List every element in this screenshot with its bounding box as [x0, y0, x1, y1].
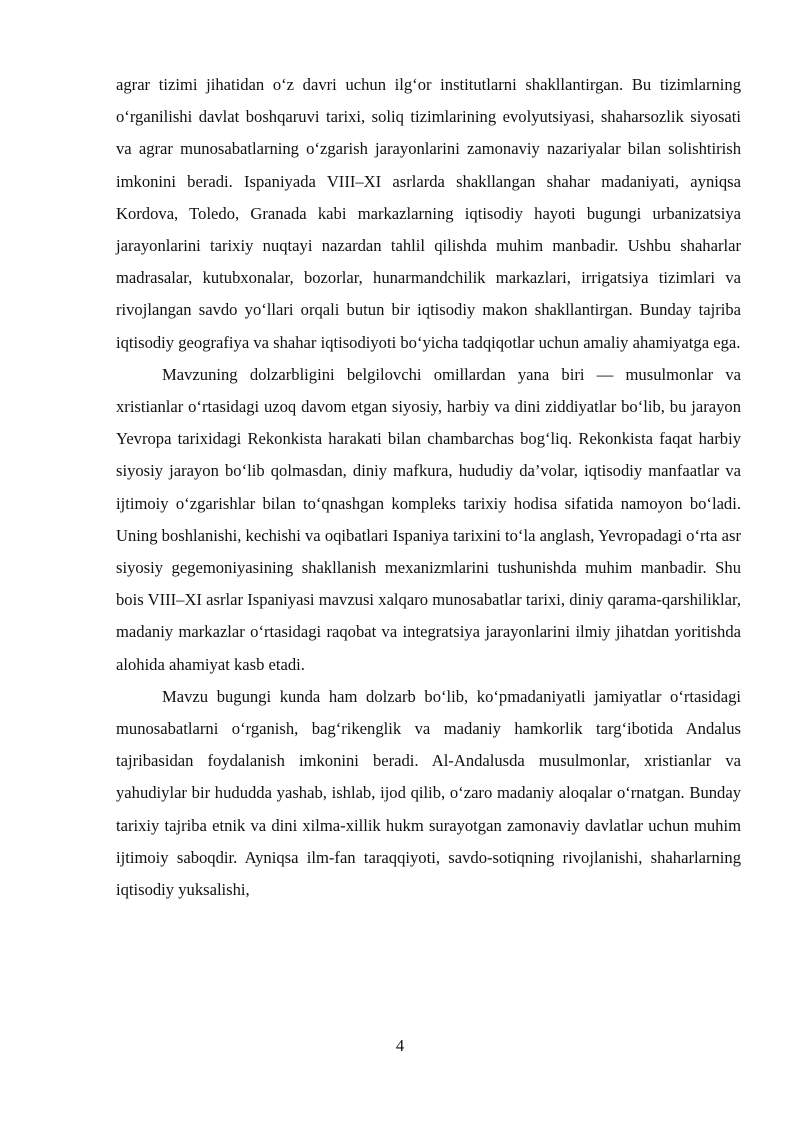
page-body	[116, 69, 741, 906]
page-number: 4	[395, 1036, 405, 1055]
paragraph-relevance: Mavzu bugungi kunda ham dolzarb bo‘lib, ko‘pmadaniyatli jamiyatlar o‘rtasidagi munosabatlarni o‘rganish, bag‘rikenglik va madaniy hamkorlik targ‘ibotida Andalus tajribasidan foydalanish imkonini beradi. Al-Andalusda musulmonlar, xristianlar va yahudiylar bir hududda yashab, ishlab, ijod qilib, o‘zaro madaniy aloqalar o‘rnatgan. Bunday tarixiy tajriba etnik va dini xilma-xillik hukm surayotgan zamonaviy davlatlar uchun muhim ijtimoiy saboqdir. Ayniqsa ilm-fan taraqqiyoti, savdo-sotiqning rivojlanishi, shaharlarning iqtisodiy yuksalishi,	[116, 686, 741, 900]
paragraph-continuation: agrar tizimi jihatidan o‘z davri uchun ilg‘or institutlarni shakllantirgan. Bu tizimlarning o‘rganilishi davlat boshqaruvi tarixi, soliq tizimlarining evolyutsiyasi, shaharsozlik siyosati va agrar munosabatlarning o‘zgarish jarayonlarini zamonaviy nazariyalar bilan solishtirish imkonini beradi. Ispaniyada VIII–XI asrlarda shakllangan shahar madaniyati, ayniqsa Kordova, Toledo, Granada kabi markazlarning iqtisodiy hayoti bugungi urbanizatsiya jarayonlarini tarixiy nuqtayi nazardan tahlil qilishda muhim manbadir. Ushbu shaharlar madrasalar, kutubxonalar, bozorlar, hunarmandchilik markazlari, irrigatsiya tizimlari va rivojlangan savdo yo‘llari orqali butun bir iqtisodiy makon shakllantirgan. Bunday tajriba iqtisodiy geografiya va shahar iqtisodiyoti bo‘yicha tadqiqotlar uchun amaliy ahamiyatga ega.	[116, 75, 741, 352]
paragraph-rekonkista: Mavzuning dolzarbligini belgilovchi omillardan yana biri — musulmonlar va xristianlar o‘rtasidagi uzoq davom etgan siyosiy, harbiy va dini ziddiyatlar bo‘lib, bu jarayon Yevropa tarixidagi Rekonkista harakati bilan chambarchas bog‘liq. Rekonkista faqat harbiy siyosiy jarayon bo‘lib qolmasdan, diniy mafkura, hududiy da’volar, iqtisodiy manfaatlar va ijtimoiy o‘zgarishlar bilan to‘qnashgan kompleks tarixiy hodisa sifatida namoyon bo‘ladi. Uning boshlanishi, kechishi va oqibatlari Ispaniya tarixini to‘la anglash, Yevropadagi o‘rta asr siyosiy gegemoniyasining shakllanish mexanizmlarini tushunishda muhim manbadir. Shu bois VIII–XI asrlar Ispaniyasi mavzusi xalqaro munosabatlar tarixi, diniy qarama-qarshiliklar, madaniy markazlar o‘rtasidagi raqobat va integratsiya jarayonlarini ilmiy jihatdan yoritishda alohida ahamiyat kasb etadi.	[116, 364, 741, 674]
